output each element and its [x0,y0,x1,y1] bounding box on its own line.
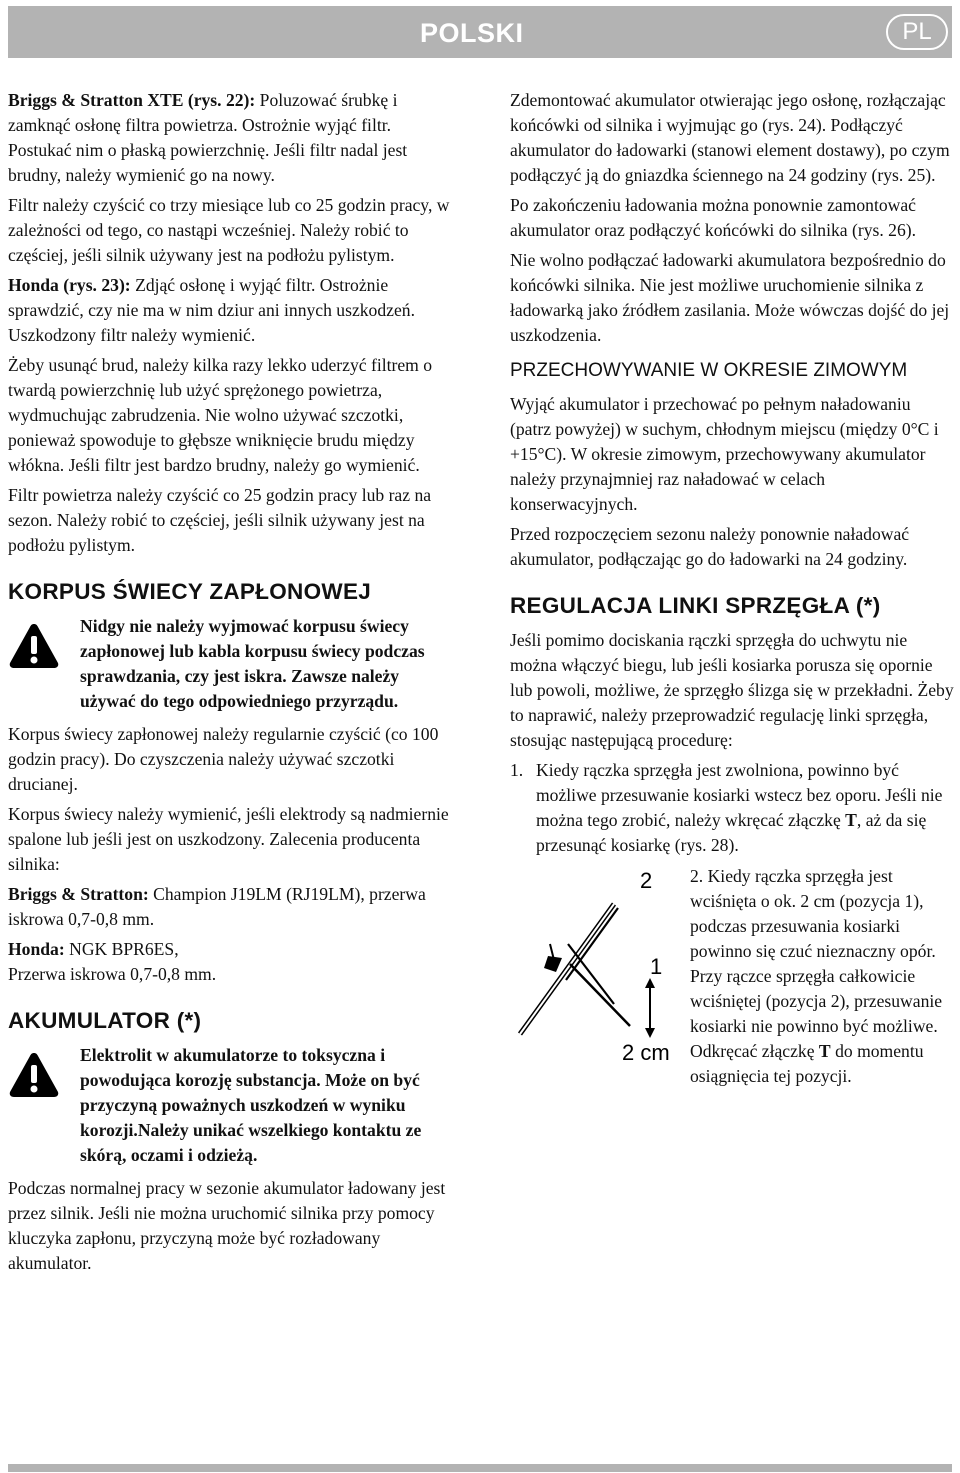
step-1-text: Kiedy rączka sprzęgła jest zwolniona, powinno być możliwe przesuwanie kosiarki wstecz bez oporu. Jeśli nie można tego zrobić, należy wkręcać złączkę [536,760,943,830]
paragraph-winter-storage: Wyjąć akumulator i przechować po pełnym naładowaniu (patrz powyżej) w suchym, chłodnym miejscu (między 0°C i +15°C). W okresie zimowym, przechowywany akumulator należy przynajmniej raz naładować w celach konserwacyjnych. [510,394,939,514]
paragraph-battery-remove: Zdemontować akumulator otwierając jego osłonę, rozłączając końcówki od silnika i wyjmując go (rys. 24). Podłączyć akumulator do ładowarki (stanowi element dostawy), po czym podłączyć ją do gniazdka ściennego na 24 godziny (rys. 25). [510,90,950,185]
language-title: POLSKI [420,18,524,48]
paragraph-briggs-filter [8,88,456,188]
paragraph-charger-warning: Nie wolno podłączać ładowarki akumulatora bezpośrednio do końcówki silnika. Nie jest możliwe uruchomienie silnika z ładowarką jako źródłem zasilania. Może wówczas dojść do jej uszkodzenia. [510,250,950,345]
left-column [8,88,456,1281]
step-1-number: 1. [510,760,524,780]
right-column [510,88,954,1166]
warning-icon [8,622,60,670]
step-1 [510,758,954,858]
warning-icon [8,1051,60,1099]
warning-battery [8,1043,456,1168]
heading-clutch-adjust: REGULACJA LINKI SPRZĘGŁA (*) [510,593,881,618]
paragraph-battery-charging: Podczas normalnej pracy w sezonie akumulator ładowany jest przez silnik. Jeśli nie można uruchomić silnika przy pomocy kluczyka zapłonu, przyczyną może być rozładowany akumulator. [8,1178,446,1273]
paragraph-clutch-intro: Jeśli pomimo dociskania rączki sprzęgła do uchwytu nie można włączyć biegu, lub jeśli kosiarka porusza się opornie lub powoli, możliwe, że sprzęgło ślizga się w przekładni. Żeby to naprawić, należy przeprowadzić regulację linki sprzęgła, stosując następującą procedurę: [510,630,954,750]
label-2cm: 2 cm [622,1040,670,1064]
honda-gap-text: Przerwa iskrowa 0,7-0,8 mm. [8,964,217,984]
paragraph-spark-replace: Korpus świecy należy wymienić, jeśli elektrody są nadmiernie spalone lub jeśli jest on uszkodzony. Zalecenia producenta silnika: [8,804,449,874]
paragraph-honda-filter [8,273,456,348]
briggs-plug-label: Briggs & Stratton: [8,884,149,904]
paragraph-season-start: Przed rozpoczęciem sezonu należy ponownie naładować akumulator, podłączając go do ładowarki na 24 godziny. [510,524,910,569]
paragraph-filter-interval: Filtr należy czyścić co trzy miesiące lub co 25 godzin pracy, w zależności od tego, co nastąpi wcześniej. Należy robić to częściej, jeśli silnik używany jest na podłożu pylistym. [8,195,450,265]
paragraph-cleaning: Żeby usunąć brud, należy kilka razy lekko uderzyć filtrem o twardą powierzchnię lub użyć sprężonego powietrza, wydmuchując zabrudzenia. Nie wolno używać szczotki, ponieważ spowoduje to głębsze wniknięcie brudu między włókna. Jeśli filtr jest bardzo brudny, należy go wymienić. [8,355,433,475]
step-2-connector: T [818,1041,831,1061]
warning-spark-plug [8,614,456,714]
clutch-figure-row [510,864,954,1166]
language-badge: PL [886,14,948,50]
warning-battery-text: Elektrolit w akumulatorze to toksyczna i powodująca korozję substancja. Może on być przyczyną poważnych uszkodzeń w wyniku korozji.Należy unikać wszelkiego kontaktu ze skórą, oczami i odzieżą. [80,1045,422,1165]
label-position-2: 2 [640,868,653,893]
clutch-handle-diagram [510,864,682,1064]
briggs-plug-text: Champion J19LM (RJ19LM), przerwa iskrowa 0,7-0,8 mm. [8,884,426,929]
heading-battery: AKUMULATOR (*) [8,1008,202,1033]
honda-plug-text: NGK BPR6ES, [64,939,179,959]
paragraph-honda-plug [8,937,456,987]
paragraph-spark-cleaning: Korpus świecy zapłonowej należy regularnie czyścić (co 100 godzin pracy). Do czyszczenia należy używać szczotki drucianej. [8,724,439,794]
honda-plug-label: Honda: [8,939,65,959]
step-1-connector: T [845,810,857,830]
briggs-heading: Briggs & Stratton XTE (rys. 22): [8,90,256,110]
step-2 [690,864,956,1089]
paragraph-air-filter: Filtr powietrza należy czyścić co 25 godzin pracy lub raz na sezon. Należy robić to częściej, jeśli silnik używany jest na podłożu pylistym. [8,485,432,555]
footer-bar [8,1464,952,1472]
step-2-text-end: do momentu osiągnięcia tej pozycji. [690,1041,924,1086]
honda-heading: Honda (rys. 23): [8,275,131,295]
heading-winter-storage: PRZECHOWYWANIE W OKRESIE ZIMOWYM [510,360,908,381]
warning-spark-text: Nidgy nie należy wyjmować korpusu świecy zapłonowej lub kabla korpusu świecy podczas sprawdzania, czy jest iskra. Zawsze należy używać do tego odpowiedniego przyrządu. [80,616,425,711]
briggs-text: Poluzować śrubkę i zamknąć osłonę filtra powietrza. Ostrożnie wyjąć filtr. Postukać nim o płaską powierzchnię. Jeśli filtr nadal jest brudny, należy wymienić go na nowy. [8,90,408,185]
step-1-text-end: , aż da się przesunąć kosiarkę (rys. 28). [536,810,927,855]
step-2-text: 2. Kiedy rączka sprzęgła jest wciśnięta o ok. 2 cm (pozycja 1), podczas przesuwania kosiarki powinno się czuć nieznaczny opór. Przy rączce sprzęgła całkowicie wciśniętej (pozycja 2), przesuwanie kosiarki nie powinno być możliwe. Odkręcać złączkę [690,866,943,1061]
paragraph-briggs-plug [8,882,456,932]
header-bar [8,6,952,58]
label-position-1: 1 [650,954,663,979]
honda-text: Zdjąć osłonę i wyjąć filtr. Ostrożnie sprawdzić, czy nie ma w nim dziur ani innych uszkodzeń. Uszkodzony filtr należy wymienić. [8,275,415,345]
paragraph-battery-reinstall: Po zakończeniu ładowania można ponownie zamontować akumulator oraz podłączyć końcówki do silnika (rys. 26). [510,195,917,240]
heading-spark-plug: KORPUS ŚWIECY ZAPŁONOWEJ [8,579,372,604]
